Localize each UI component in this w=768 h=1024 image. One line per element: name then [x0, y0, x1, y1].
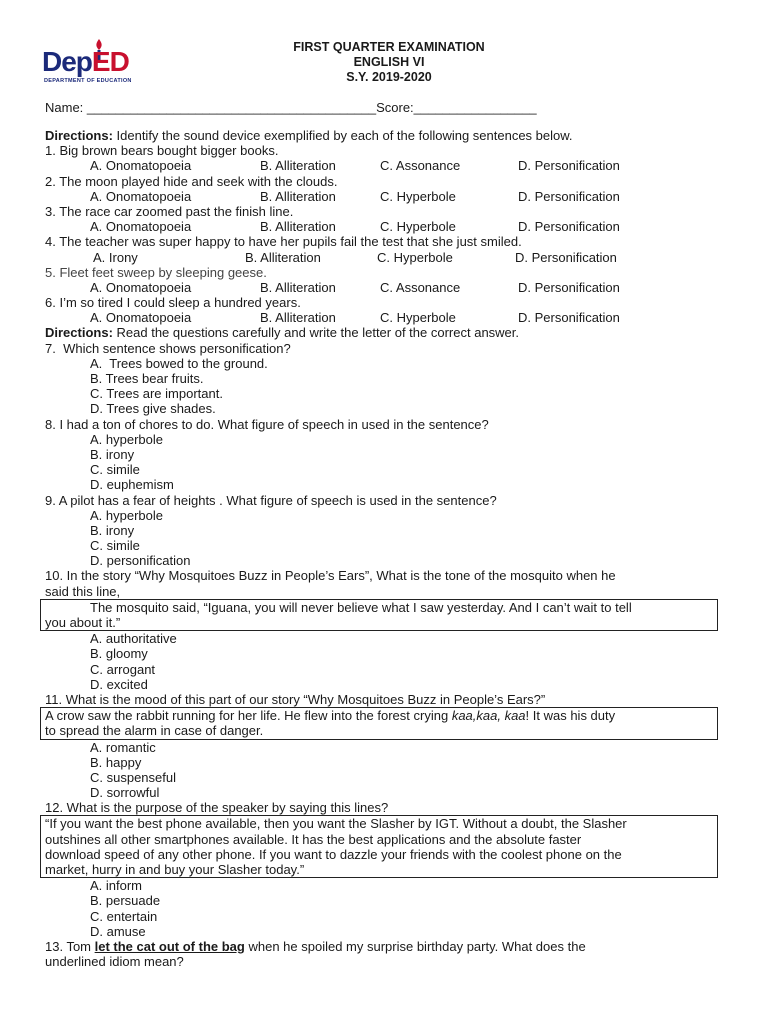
option-a[interactable]: A. Trees bowed to the ground.: [90, 355, 268, 371]
option-a[interactable]: A. hyperbole: [90, 507, 163, 523]
exam-content: [45, 98, 735, 969]
question-6: 6. I’m so tired I could sleep a hundred years.: [45, 295, 301, 311]
question-7: 7. Which sentence shows personification?: [45, 340, 291, 356]
option-d[interactable]: D. sorrowful: [90, 785, 160, 801]
question-6-options: [45, 310, 735, 325]
option-b[interactable]: B. Trees bear fruits.: [90, 371, 204, 386]
option-a[interactable]: A. Onomatopoeia: [90, 310, 192, 326]
option-c[interactable]: C. Assonance: [380, 158, 461, 174]
quote-line: you about it.”: [45, 615, 121, 630]
option-c[interactable]: C. arrogant: [90, 661, 156, 677]
option-d[interactable]: D. Personification: [518, 219, 620, 235]
option-d[interactable]: D. Personification: [518, 158, 620, 174]
question-2-options: [45, 189, 735, 204]
question-10: 10. In the story “Why Mosquitoes Buzz in People’s Ears”, What is the tone of the mosquito when he: [45, 568, 616, 584]
question-5: 5. Fleet feet sweep by sleeping geese.: [45, 264, 267, 280]
logo-wordmark: DepED: [42, 46, 129, 77]
question-5-options: [45, 280, 735, 295]
question-13-cont: underlined idiom mean?: [45, 954, 184, 970]
option-d[interactable]: D. euphemism: [90, 477, 174, 493]
option-c[interactable]: C. suspenseful: [90, 769, 176, 785]
name-score-line[interactable]: Name: ________________________________________Score:_________________: [45, 100, 537, 115]
quote-line: A crow saw the rabbit running for her life. He flew into the forest crying kaa,kaa, kaa! It was his duty: [45, 708, 616, 724]
question-12: 12. What is the purpose of the speaker by saying this lines?: [45, 800, 389, 816]
option-b[interactable]: B. irony: [90, 522, 135, 538]
question-13: 13. Tom let the cat out of the bag when he spoiled my surprise birthday party. What does the: [45, 938, 586, 954]
question-2: 2. The moon played hide and seek with the clouds.: [45, 173, 338, 189]
option-c[interactable]: C. Trees are important.: [90, 386, 223, 402]
option-d[interactable]: D. Personification: [515, 249, 617, 265]
option-b[interactable]: B. Alliteration: [260, 188, 336, 204]
option-b[interactable]: B. irony: [90, 446, 135, 462]
question-3: 3. The race car zoomed past the finish line.: [45, 203, 294, 219]
option-a[interactable]: A. Onomatopoeia: [90, 219, 192, 235]
question-11: 11. What is the mood of this part of our story “Why Mosquitoes Buzz in People’s Ears?”: [45, 691, 546, 707]
option-b[interactable]: B. Alliteration: [260, 310, 336, 326]
option-b[interactable]: B. happy: [90, 754, 142, 770]
exam-subject: ENGLISH VI: [353, 55, 425, 69]
option-a[interactable]: A. inform: [90, 878, 143, 894]
quote-line: “If you want the best phone available, then you want the Slasher by IGT. Without a doubt, the Slasher: [45, 816, 627, 832]
option-c[interactable]: C. simile: [90, 538, 140, 554]
question-9: 9. A pilot has a fear of heights . What figure of speech is used in the sentence?: [45, 492, 497, 508]
option-c[interactable]: C. Hyperbole: [380, 188, 456, 204]
quote-line: outshines all other smartphones available. It has the best applications and the absolute faster: [45, 831, 582, 847]
exam-header: [0, 40, 768, 85]
option-c[interactable]: C. Hyperbole: [380, 219, 456, 235]
option-b[interactable]: B. Alliteration: [260, 158, 336, 174]
option-d[interactable]: D. Personification: [518, 188, 620, 204]
option-b[interactable]: B. Alliteration: [245, 249, 321, 265]
option-b[interactable]: B. gloomy: [90, 646, 148, 662]
question-10-cont: said this line,: [45, 583, 121, 599]
option-a[interactable]: A. Onomatopoeia: [90, 279, 192, 295]
question-8: 8. I had a ton of chores to do. What figure of speech in used in the sentence?: [45, 416, 489, 432]
question-4: 4. The teacher was super happy to have her pupils fail the test that she just smiled.: [45, 234, 522, 250]
option-c[interactable]: C. entertain: [90, 908, 158, 924]
option-a[interactable]: A. Irony: [93, 249, 138, 265]
option-c[interactable]: C. Assonance: [380, 279, 461, 295]
directions-1: Directions: Identify the sound device exemplified by each of the following sentences below.: [45, 128, 573, 143]
question-3-options: [45, 219, 735, 234]
option-c[interactable]: C. Hyperbole: [377, 249, 453, 265]
option-c[interactable]: C. simile: [90, 462, 140, 478]
option-d[interactable]: D. Personification: [518, 279, 620, 295]
quote-box: [40, 815, 718, 878]
option-a[interactable]: A. authoritative: [90, 631, 177, 647]
quote-line: The mosquito said, “Iguana, you will never believe what I saw yesterday. And I can’t wait to tell: [90, 599, 632, 615]
option-a[interactable]: A. Onomatopoeia: [90, 158, 192, 174]
option-a[interactable]: A. Onomatopoeia: [90, 188, 192, 204]
question-1-options: [45, 158, 735, 173]
option-d[interactable]: D. Trees give shades.: [90, 401, 216, 417]
logo-subtitle: DEPARTMENT OF EDUCATION: [44, 78, 132, 84]
option-d[interactable]: D. amuse: [90, 923, 146, 939]
option-b[interactable]: B. Alliteration: [260, 219, 336, 235]
option-d[interactable]: D. personification: [90, 553, 191, 569]
option-a[interactable]: A. hyperbole: [90, 431, 163, 447]
question-4-options: [45, 250, 735, 265]
quote-line: to spread the alarm in case of danger.: [45, 723, 264, 739]
quote-line: download speed of any other phone. If you want to dazzle your friends with the coolest phone on the: [45, 846, 622, 862]
directions-2: Directions: Read the questions carefully and write the letter of the correct answer.: [45, 325, 520, 341]
underlined-idiom: let the cat out of the bag: [94, 938, 245, 954]
quote-box: [40, 599, 718, 631]
exam-title: FIRST QUARTER EXAMINATION: [293, 40, 485, 54]
option-a[interactable]: A. romantic: [90, 739, 156, 755]
option-d[interactable]: D. excited: [90, 676, 148, 692]
option-b[interactable]: B. Alliteration: [260, 279, 336, 295]
quote-box: [40, 707, 718, 739]
quote-line: market, hurry in and buy your Slasher today.”: [45, 862, 305, 877]
option-b[interactable]: B. persuade: [90, 893, 161, 909]
option-c[interactable]: C. Hyperbole: [380, 310, 456, 326]
school-year: S.Y. 2019-2020: [346, 70, 432, 84]
option-d[interactable]: D. Personification: [518, 310, 620, 326]
question-1: 1. Big brown bears bought bigger books.: [45, 143, 279, 159]
